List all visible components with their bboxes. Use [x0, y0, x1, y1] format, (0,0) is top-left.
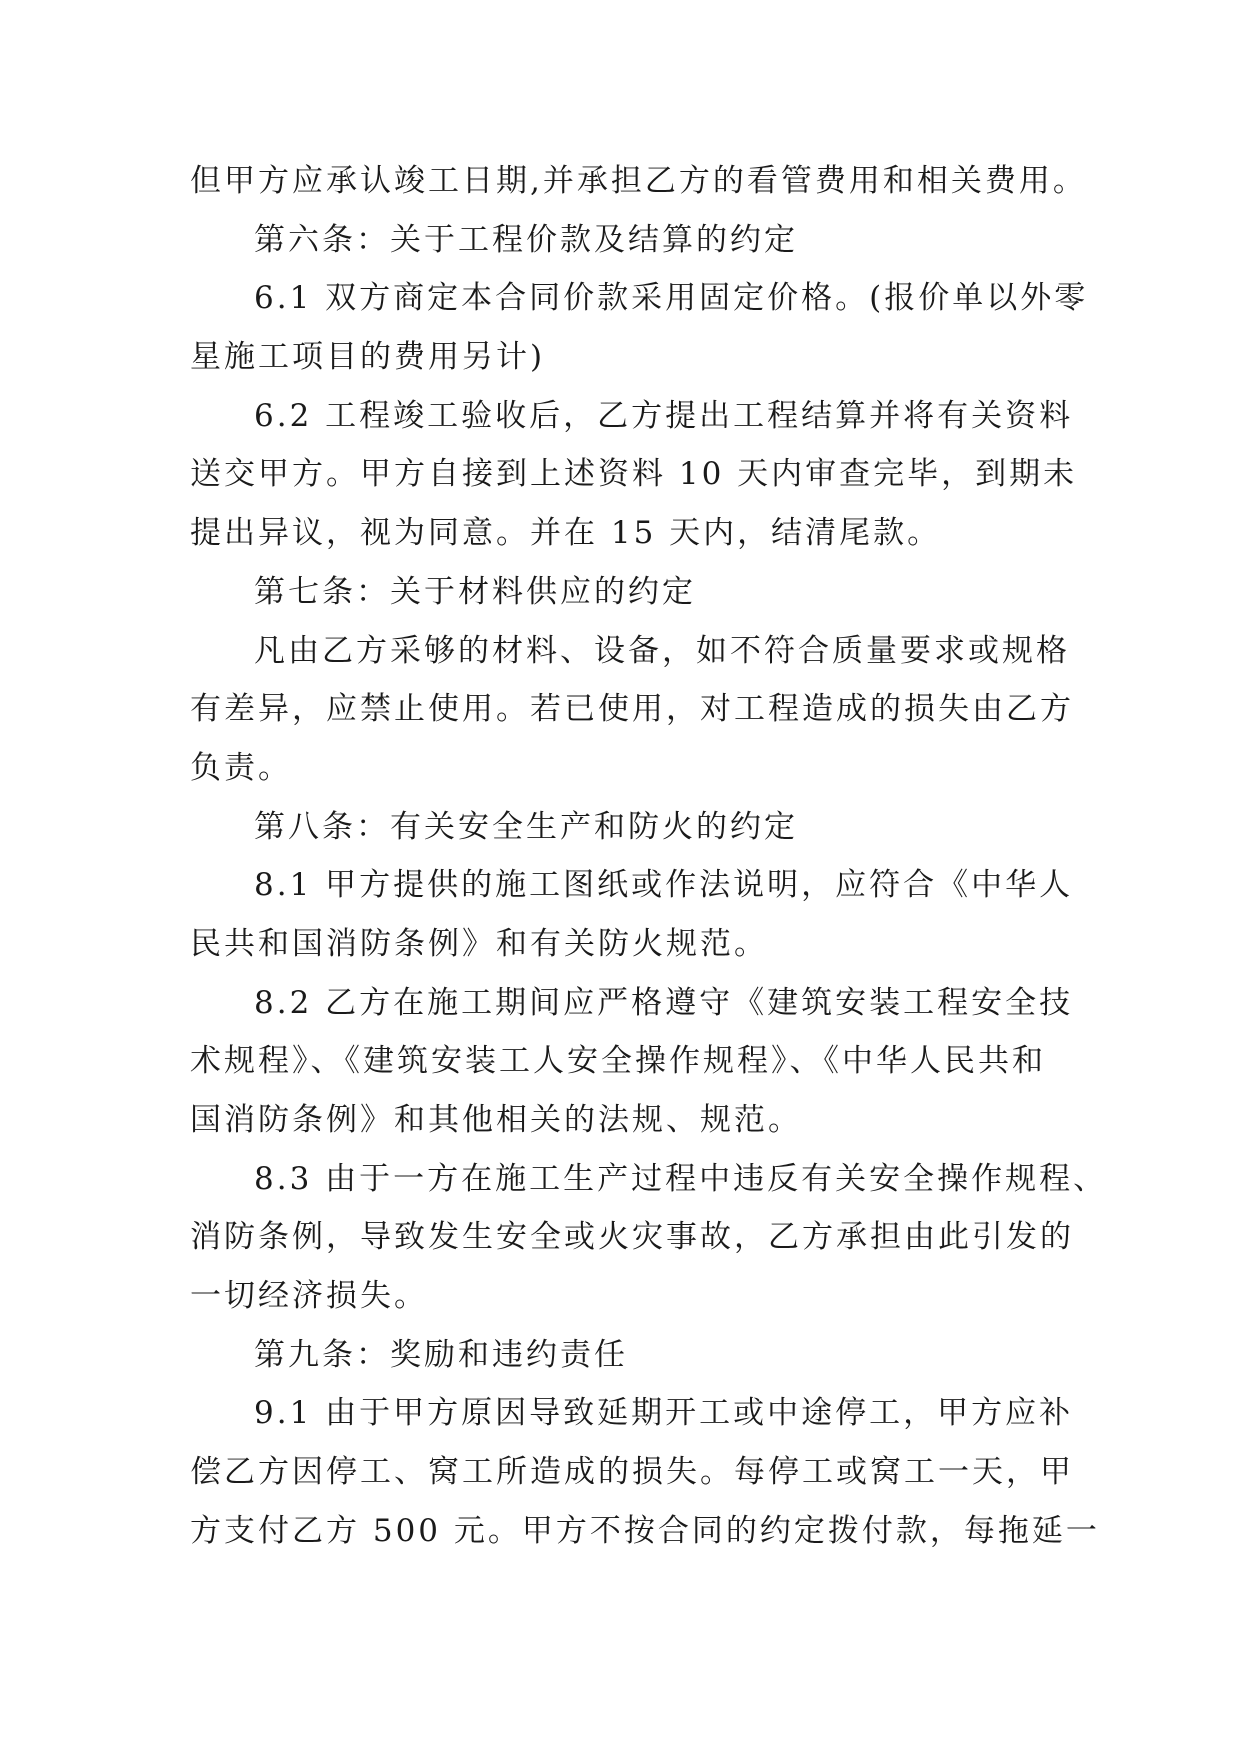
text-line: 偿乙方因停工、窝工所造成的损失。每停工或窝工一天，甲 — [190, 1454, 1074, 1491]
section-heading: 第七条：关于材料供应的约定 — [254, 573, 696, 610]
text-line: 送交甲方。甲方自接到上述资料 10 天内审查完毕，到期未 — [190, 456, 1078, 493]
section-heading: 第八条：有关安全生产和防火的约定 — [254, 808, 798, 845]
text-line: 民共和国消防条例》和有关防火规范。 — [190, 925, 768, 962]
text-line: 8.1 甲方提供的施工图纸或作法说明，应符合《中华人 — [254, 867, 1074, 904]
text-line: 国消防条例》和其他相关的法规、规范。 — [190, 1102, 802, 1138]
text-line: 消防条例，导致发生安全或火灾事故，乙方承担由此引发的 — [190, 1219, 1074, 1256]
text-line: 星施工项目的费用另计) — [190, 339, 546, 376]
document-body — [190, 152, 1108, 1561]
section-heading: 第九条：奖励和违约责任 — [254, 1336, 628, 1373]
text-line: 负责。 — [190, 749, 292, 786]
text-line: 但甲方应承认竣工日期,并承担乙方的看管费用和相关费用。 — [190, 163, 1087, 199]
text-line: 8.2 乙方在施工期间应严格遵守《建筑安装工程安全技 — [254, 984, 1074, 1021]
text-line: 方支付乙方 500 元。甲方不按合同的约定拨付款，每拖延一 — [190, 1512, 1100, 1549]
text-line: 提出异议，视为同意。并在 15 天内，结清尾款。 — [190, 515, 942, 552]
text-line: 9.1 由于甲方原因导致延期开工或中途停工，甲方应补 — [254, 1395, 1074, 1432]
text-line: 术规程》、《建筑安装工人安全操作规程》、《中华人民共和 — [190, 1043, 1046, 1080]
text-line: 一切经济损失。 — [190, 1278, 428, 1315]
text-line: 6.1 双方商定本合同价款采用固定价格。(报价单以外零 — [254, 280, 1089, 317]
text-line: 6.2 工程竣工验收后，乙方提出工程结算并将有关资料 — [254, 397, 1074, 434]
text-line: 8.3 由于一方在施工生产过程中违反有关安全操作规程、 — [254, 1160, 1108, 1197]
section-heading: 第六条：关于工程价款及结算的约定 — [254, 221, 798, 258]
text-line: 有差异，应禁止使用。若已使用，对工程造成的损失由乙方 — [190, 691, 1074, 728]
text-line: 凡由乙方采够的材料、设备，如不符合质量要求或规格 — [254, 632, 1070, 669]
